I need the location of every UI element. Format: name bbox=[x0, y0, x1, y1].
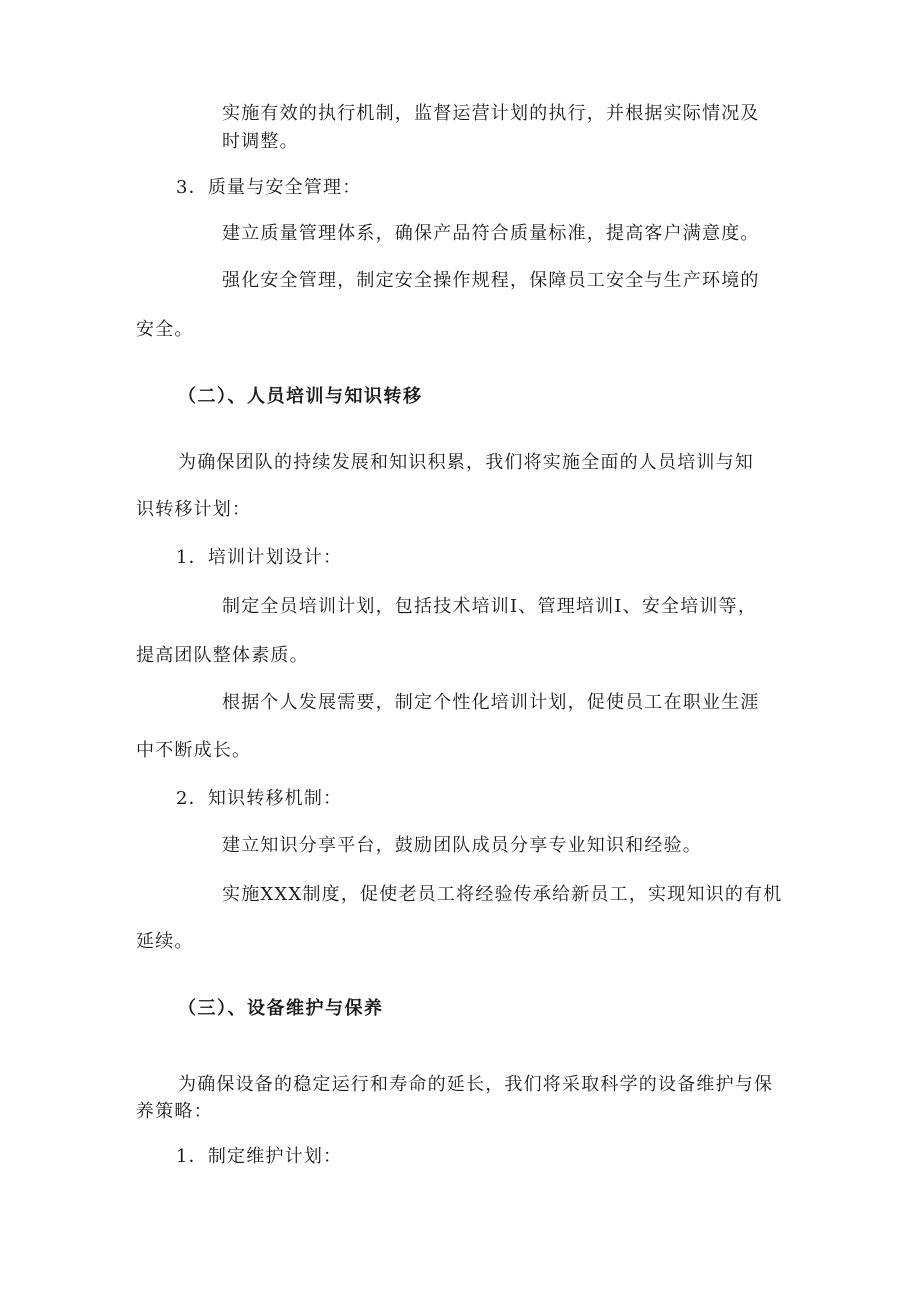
list-item-heading: 1．培训计划设计： bbox=[176, 547, 343, 568]
paragraph-line: 建立知识分享平台，鼓励团队成员分享专业知识和经验。 bbox=[222, 835, 702, 856]
paragraph-line: 根据个人发展需要，制定个性化培训计划，促使员工在职业生涯 bbox=[222, 692, 760, 713]
section-heading: （三）、设备维护与保养 bbox=[178, 998, 384, 1019]
list-item-heading: 2．知识转移机制： bbox=[176, 788, 343, 809]
paragraph-line: 实施XXX制度，促使老员工将经验传承给新员工，实现知识的有机 bbox=[222, 884, 783, 905]
paragraph-line: 延续。 bbox=[136, 931, 194, 952]
list-item-heading: 1．制定维护计划： bbox=[176, 1146, 343, 1167]
paragraph-line: 实施有效的执行机制，监督运营计划的执行，并根据实际情况及 bbox=[222, 103, 760, 124]
section-heading: （二）、人员培训与知识转移 bbox=[178, 386, 423, 407]
paragraph-line: 中不断成长。 bbox=[136, 740, 252, 761]
paragraph-line: 建立质量管理体系，确保产品符合质量标准，提高客户满意度。 bbox=[222, 223, 760, 244]
paragraph-line: 养策略： bbox=[136, 1101, 213, 1122]
paragraph-line: 为确保设备的稳定运行和寿命的延长，我们将采取科学的设备维护与保 bbox=[178, 1074, 774, 1095]
paragraph-line: 识转移计划： bbox=[136, 499, 252, 520]
paragraph-line: 提高团队整体素质。 bbox=[136, 645, 309, 666]
paragraph-line: 为确保团队的持续发展和知识积累，我们将实施全面的人员培训与知 bbox=[178, 452, 754, 473]
paragraph-line: 强化安全管理，制定安全操作规程，保障员工安全与生产环境的 bbox=[222, 270, 760, 291]
paragraph-line: 安全。 bbox=[136, 319, 194, 340]
paragraph-line: 时调整。 bbox=[222, 131, 299, 152]
paragraph-line: 制定全员培训计划，包括技术培训I、管理培训I、安全培训等， bbox=[222, 596, 758, 617]
list-item-heading: 3．质量与安全管理： bbox=[176, 177, 362, 198]
